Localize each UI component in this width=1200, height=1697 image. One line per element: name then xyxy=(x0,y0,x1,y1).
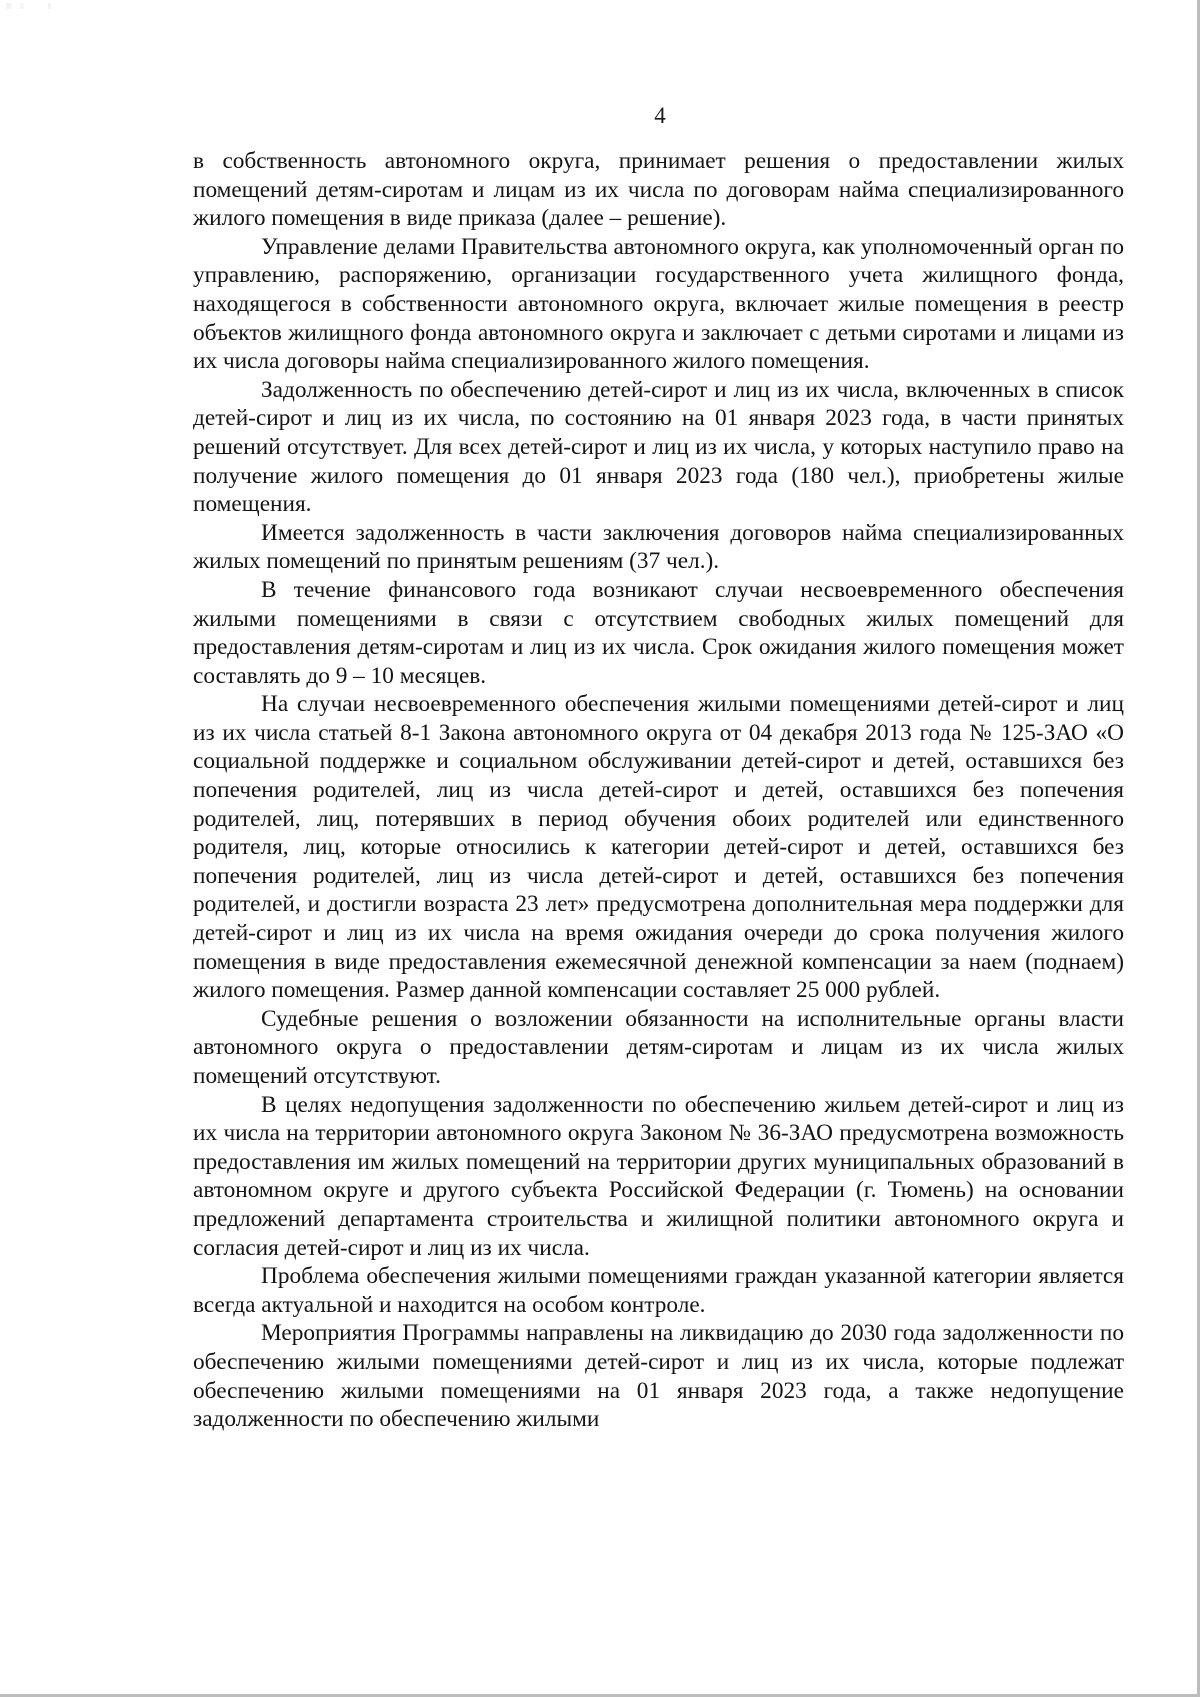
paragraph-compensation: На случаи несвоевременного обеспечения жилыми помещениями детей-сирот и лиц из их числа статьей 8-1 Закона автономного округа от 04 декабря 2013 года № 125-ЗАО «О социальной поддержке и социальном обслуживании детей-сирот и детей, оставшихся без попечения родителей, лиц из числа детей-сирот и детей, оставшихся без попечения родителей, лиц, потерявших в период обучения обоих родителей или единственного родителя, лиц, которые относились к категории детей-сирот и детей, оставшихся без попечения родителей, лиц из числа детей-сирот и детей, оставшихся без попечения родителей, и достигли возраста 23 лет» предусмотрена дополнительная мера поддержки для детей-сирот и лиц из их числа на время ожидания очереди до срока получения жилого помещения в виде предоставления ежемесячной денежной компенсации за наем (поднаем) жилого помещения. Размер данной компенсации составляет 25 000 рублей. xyxy=(193,691,1124,1004)
paragraph-delays: В течение финансового года возникают случаи несвоевременного обеспечения жилыми помещениями в связи с отсутствием свободных жилых помещений для предоставления детям-сиротам и лиц из их числа. Срок ожидания жилого помещения может составлять до 9 – 10 месяцев. xyxy=(193,576,1124,689)
paragraph-other-territories: В целях недопущения задолженности по обеспечению жильем детей-сирот и лиц из их числа на территории автономного округа Законом № 36-ЗАО предусмотрена возможность предоставления им жилых помещений на территории других муниципальных образований в автономном округе и другого субъекта Российской Федерации (г. Тюмень) на основании предложений департамента строительства и жилищной политики автономного округа и согласия детей-сирот и лиц из их числа. xyxy=(193,1091,1124,1261)
paragraph-continuation: в собственность автономного округа, принимает решения о предоставлении жилых помещений детям-сиротам и лицам из их числа по договорам найма специализированного жилого помещения в виде приказа (далее – решение). xyxy=(193,148,1124,232)
scan-artifact xyxy=(6,3,76,9)
paragraph-program-goals: Мероприятия Программы направлены на ликвидацию до 2030 года задолженности по обеспечению жилыми помещениями детей-сирот и лиц из их числа, которые подлежат обеспечению жилыми помещениями на 01 января 2023 года, а также недопущение задолженности по обеспечению жилыми xyxy=(193,1320,1124,1433)
document-body xyxy=(193,147,1124,1434)
paragraph-contract-debt: Имеется задолженность в части заключения договоров найма специализированных жилых помещений по принятым решениям (37 чел.). xyxy=(193,519,1124,575)
paragraph-debt-status: Задолженность по обеспечению детей-сирот и лиц из их числа, включенных в список детей-сирот и лиц из их числа, по состоянию на 01 января 2023 года, в части принятых решений отсутствует. Для всех детей-сирот и лиц из их числа, у которых наступило право на получение жилого помещения до 01 января 2023 года (180 чел.), приобретены жилые помещения. xyxy=(193,376,1124,518)
paragraph-administration: Управление делами Правительства автономного округа, как уполномоченный орган по управлению, распоряжению, организации государственного учета жилищного фонда, находящегося в собственности автономного округа, включает жилые помещения в реестр объектов жилищного фонда автономного округа и заключает с детьми сиротами и лицами из их числа договоры найма специализированного жилого помещения. xyxy=(193,233,1124,375)
paragraph-problem: Проблема обеспечения жилыми помещениями граждан указанной категории является всегда актуальной и находится на особом контроле. xyxy=(193,1263,1124,1318)
page-number: 4 xyxy=(654,103,666,128)
paragraph-court-decisions: Судебные решения о возложении обязанности на исполнительные органы власти автономного округа о предоставлении детям-сиротам и лицам из их числа жилых помещений отсутствуют. xyxy=(193,1005,1124,1089)
